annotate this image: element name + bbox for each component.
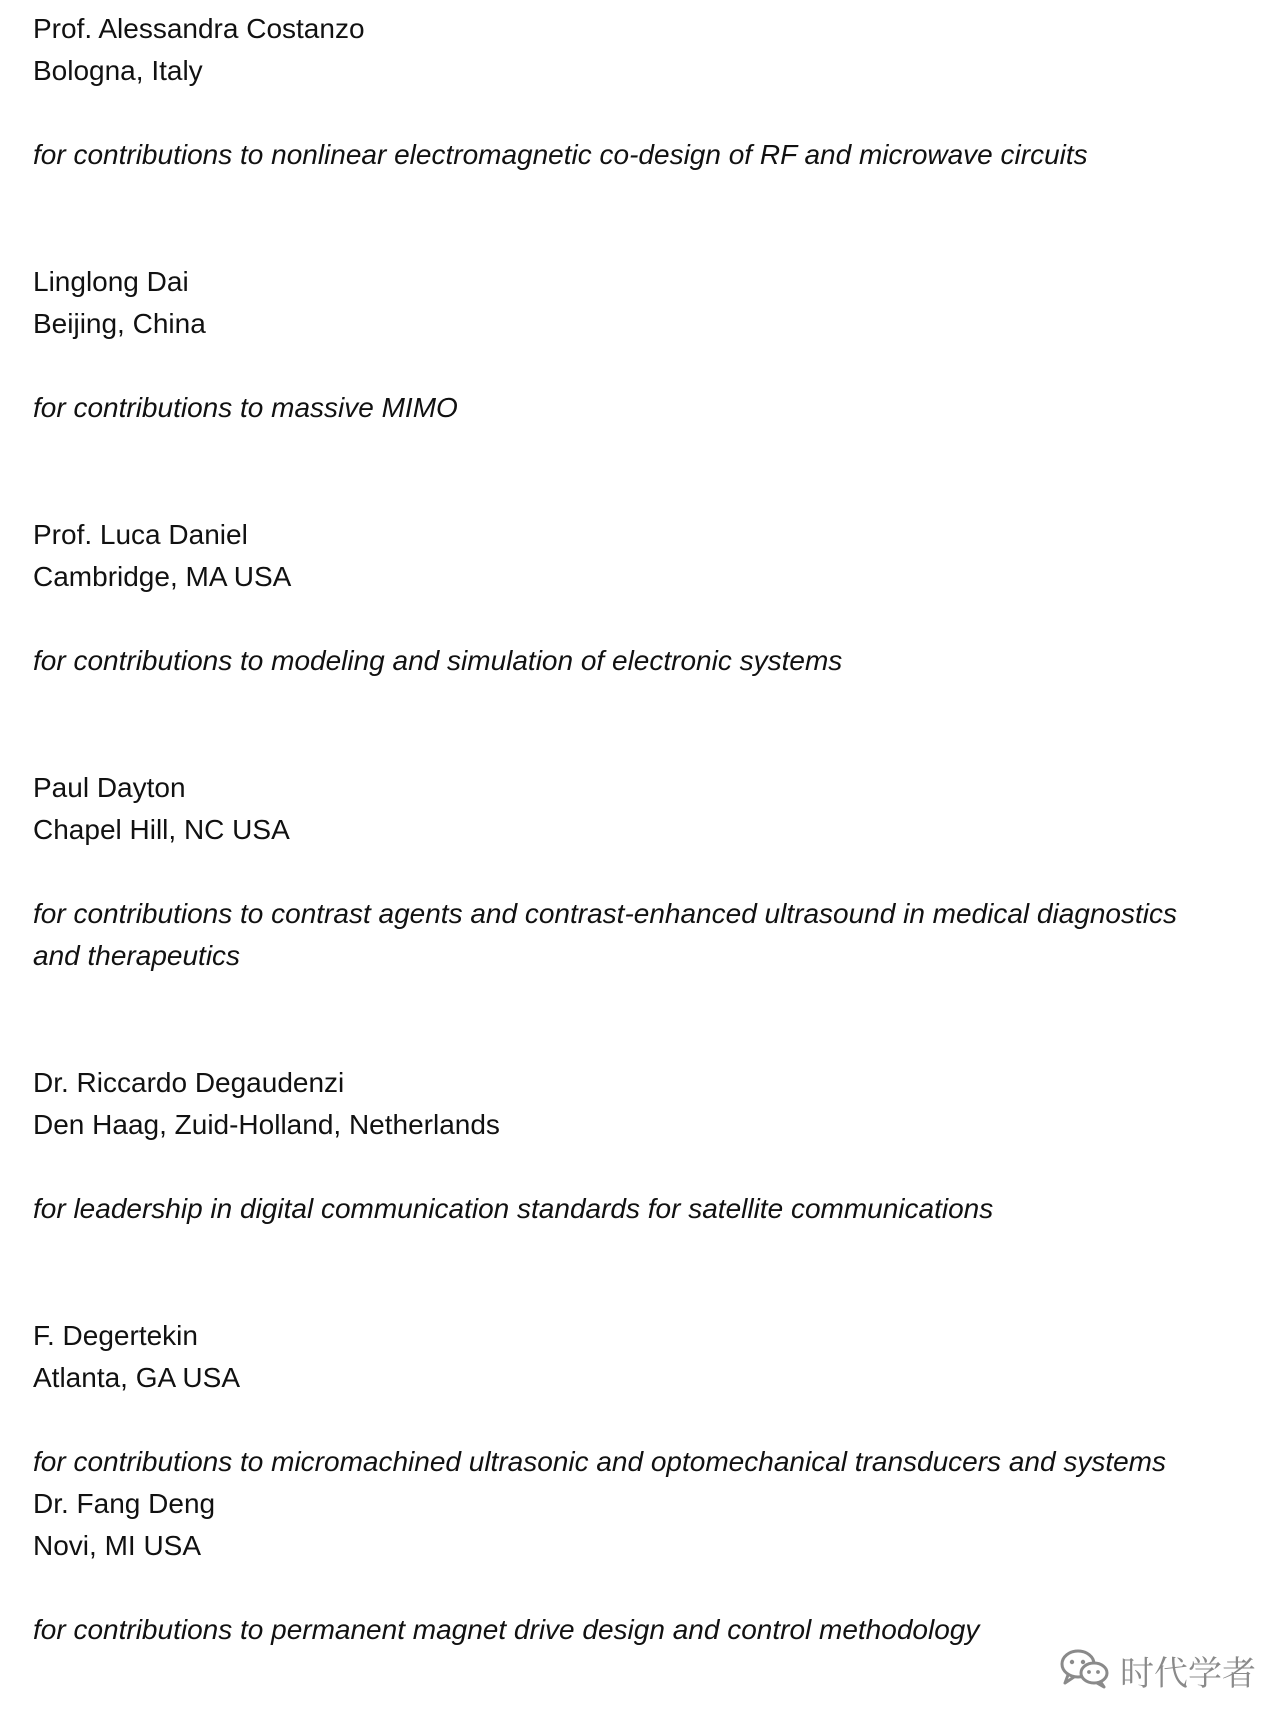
fellow-name: F. Degertekin	[33, 1320, 198, 1351]
fellow-name: Linglong Dai	[33, 266, 189, 297]
fellow-location: Atlanta, GA USA	[33, 1362, 240, 1393]
fellow-citation: for contributions to micromachined ultrasonic and optomechanical transducers and systems	[33, 1446, 1167, 1477]
fellow-citation-continued: and therapeutics	[33, 940, 241, 971]
fellow-name: Dr. Riccardo Degaudenzi	[33, 1067, 345, 1098]
fellow-citation: for contributions to nonlinear electromagnetic co-design of RF and microwave circuits	[33, 139, 1088, 170]
wechat-icon	[1058, 1646, 1120, 1701]
fellow-name: Prof. Alessandra Costanzo	[33, 13, 365, 44]
fellow-name: Prof. Luca Daniel	[33, 519, 248, 550]
watermark	[1058, 1646, 1256, 1701]
fellow-name: Paul Dayton	[33, 772, 186, 803]
fellow-location: Chapel Hill, NC USA	[33, 814, 290, 845]
watermark-text: 时代学者	[1120, 1654, 1256, 1693]
fellow-name: Dr. Fang Deng	[33, 1488, 216, 1519]
fellow-citation: for leadership in digital communication standards for satellite communications	[33, 1193, 994, 1224]
fellow-citation: for contributions to contrast agents and contrast-enhanced ultrasound in medical diagnostics	[33, 898, 1178, 929]
fellow-location: Bologna, Italy	[33, 55, 203, 86]
fellow-citation: for contributions to massive MIMO	[33, 392, 458, 423]
fellow-location: Novi, MI USA	[33, 1530, 202, 1561]
fellow-location: Beijing, China	[33, 308, 206, 339]
fellow-citation: for contributions to permanent magnet drive design and control methodology	[33, 1614, 980, 1645]
fellow-location: Den Haag, Zuid-Holland, Netherlands	[33, 1109, 500, 1140]
fellow-citation: for contributions to modeling and simulation of electronic systems	[33, 645, 843, 676]
fellow-location: Cambridge, MA USA	[33, 561, 292, 592]
